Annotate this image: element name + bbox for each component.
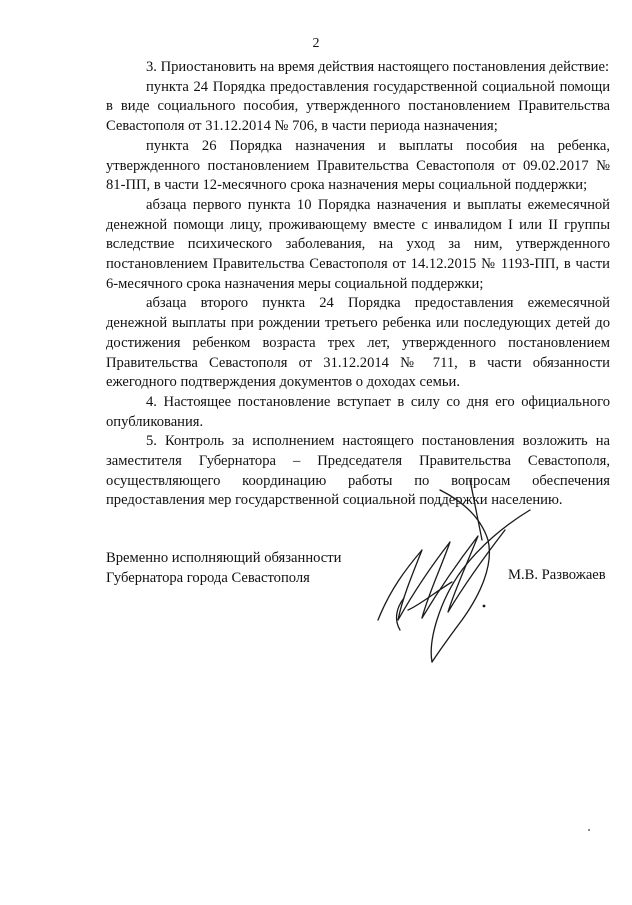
signatory-position-line-1: Временно исполняющий обязанности	[106, 550, 342, 566]
signatory-position-line-2: Губернатора города Севастополя	[106, 569, 310, 586]
document-body	[106, 58, 610, 511]
handwritten-signature	[370, 470, 540, 670]
page-number: 2	[312, 36, 320, 51]
paragraph-sub-2: пункта 26 Порядка назначения и выплаты пособия на ребенка, утвержденного постановлением Правительства Севастополя от 09.02.2017 № 81-ПП, в части 12-месячного срока назначения меры социальной поддержки;	[106, 137, 610, 194]
paragraph-sub-3: абзаца первого пункта 10 Порядка назначения и выплаты ежемесячной денежной помощи лицу, проживающему вместе с инвалидом I или II группы вследствие психического заболевания, на уход за ним, утвержденного постановлением Правительства Севастополя от 14.12.2015 № 1193-ПП, в части 6-месячного срока назначения меры социальной поддержки;	[106, 196, 610, 292]
signatory-position	[106, 549, 341, 588]
scan-speck	[588, 829, 590, 831]
paragraph-item-3: 3. Приостановить на время действия настоящего постановления действие:	[146, 59, 610, 75]
paragraph-item-5: 5. Контроль за исполнением настоящего постановления возложить на заместителя Губернатора – Председателя Правительства Севастополя, осуществляющего координацию работы по вопросам обеспечения предоставления мер государственной социальной поддержки населению.	[106, 433, 610, 509]
paragraph-sub-1: пункта 24 Порядка предоставления государственной социальной помощи в виде социального пособия, утвержденного постановлением Правительства Севастополя от 31.12.2014 № 706, в части периода назначения;	[106, 78, 610, 135]
paragraph-sub-4: абзаца второго пункта 24 Порядка предоставления ежемесячной денежной выплаты при рождении третьего ребенка или последующих детей до достижения ребенком возраста трех лет, утвержденного постановлением Правительства Севастополя от 31.12.2014 № 711, в части обязанности ежегодного подтверждения документов о доходах семьи.	[106, 295, 610, 391]
signatory-name: М.В. Развожаев	[508, 567, 606, 583]
paragraph-item-4: 4. Настоящее постановление вступает в силу со дня его официального опубликования.	[106, 393, 610, 430]
